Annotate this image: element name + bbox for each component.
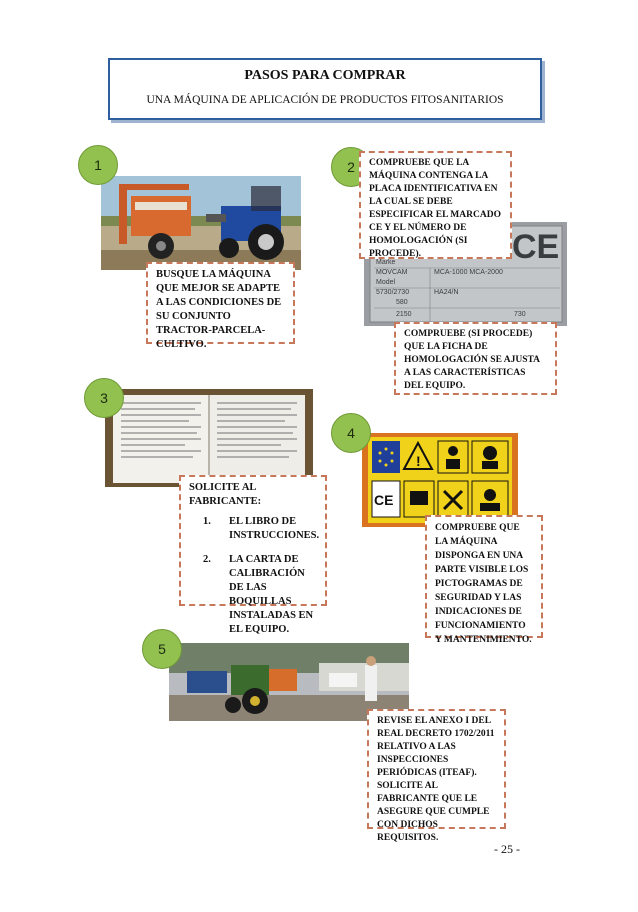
step2-note-plate: COMPRUEBE QUE LA MÁQUINA CONTENGA LA PLACA IDENTIFICATIVA EN LA CUAL SE DEBE ESPECIFICAR EL MARCADO CE Y EL NÚMERO DE HOMOLOGACIÓN (SI PROCEDE).: [359, 151, 512, 259]
plate-value: 580: [396, 299, 408, 306]
eu-flag-icon: [372, 441, 400, 473]
step4-note: COMPRUEBE QUE LA MÁQUINA DISPONGA EN UNA PARTE VISIBLE LOS PICTOGRAMAS DE SEGURIDAD Y LAS INDICACIONES DE FUNCIONAMIENTO Y MANTENIMIENTO.: [425, 515, 543, 638]
page-title: PASOS PARA COMPRAR: [244, 68, 406, 83]
svg-text:!: !: [416, 453, 421, 469]
page-subtitle: UNA MÁQUINA DE APLICACIÓN DE PRODUCTOS FITOSANITARIOS: [146, 94, 504, 106]
plate-value: 730: [514, 311, 526, 318]
step3-note: [179, 475, 327, 635]
step1-photo-tractor-sprayer: [101, 176, 301, 270]
list-item: [195, 515, 320, 543]
plate-value: HA24/N: [434, 289, 459, 296]
plate-field: Model: [376, 279, 396, 286]
plate-field: Marke: [376, 259, 396, 266]
step3-number-circle: 3: [84, 378, 124, 418]
step4-photo-safety-pictograms: [362, 433, 518, 527]
page-number: - 25 -: [494, 842, 520, 856]
plate-ce-mark: CE: [512, 228, 560, 266]
step5-note: REVISE EL ANEXO I DEL REAL DECRETO 1702/2011 RELATIVO A LAS INSPECCIONES PERIÓDICAS (ITEAF). SOLICITE AL FABRICANTE QUE LE ASEGURE QUE CUMPLE CON DICHOS REQUISITOS.: [367, 709, 506, 829]
step3-photo-instruction-book: [105, 389, 313, 487]
title-box: [108, 58, 542, 120]
step1-number-circle: 1: [78, 145, 118, 185]
step5-number-circle: 5: [142, 629, 182, 669]
step3-note-intro: SOLICITE AL FABRICANTE:: [189, 482, 262, 507]
pictogram-ce-mark: CE: [374, 492, 394, 508]
plate-value: 2150: [396, 311, 412, 318]
step3-requirements-list: [189, 515, 320, 637]
step2-number-circle: 2: [331, 147, 371, 187]
list-marker: 2.: [203, 554, 211, 565]
list-item: [195, 553, 317, 637]
list-marker: 1.: [203, 516, 211, 527]
step1-note: BUSQUE LA MÁQUINA QUE MEJOR SE ADAPTE A LAS CONDICIONES DE SU CONJUNTO TRACTOR-PARCELA-CULTIVO.: [146, 262, 295, 344]
list-item-text: EL LIBRO DE INSTRUCCIONES.: [229, 516, 320, 541]
plate-value: 5730/2730: [376, 289, 410, 296]
plate-value: MCA-1000 MCA-2000: [434, 269, 503, 276]
list-item-text: LA CARTA DE CALIBRACIÓN DE LAS BOQUILLAS INSTALADAS EN EL EQUIPO.: [229, 554, 314, 635]
step4-number-circle: 4: [331, 413, 371, 453]
plate-value: MOVCAM: [376, 269, 408, 276]
step2-note-homologation: COMPRUEBE (SI PROCEDE) QUE LA FICHA DE HOMOLOGACIÓN SE AJUSTA A LAS CARACTERÍSTICAS DEL EQUIPO.: [394, 322, 557, 395]
